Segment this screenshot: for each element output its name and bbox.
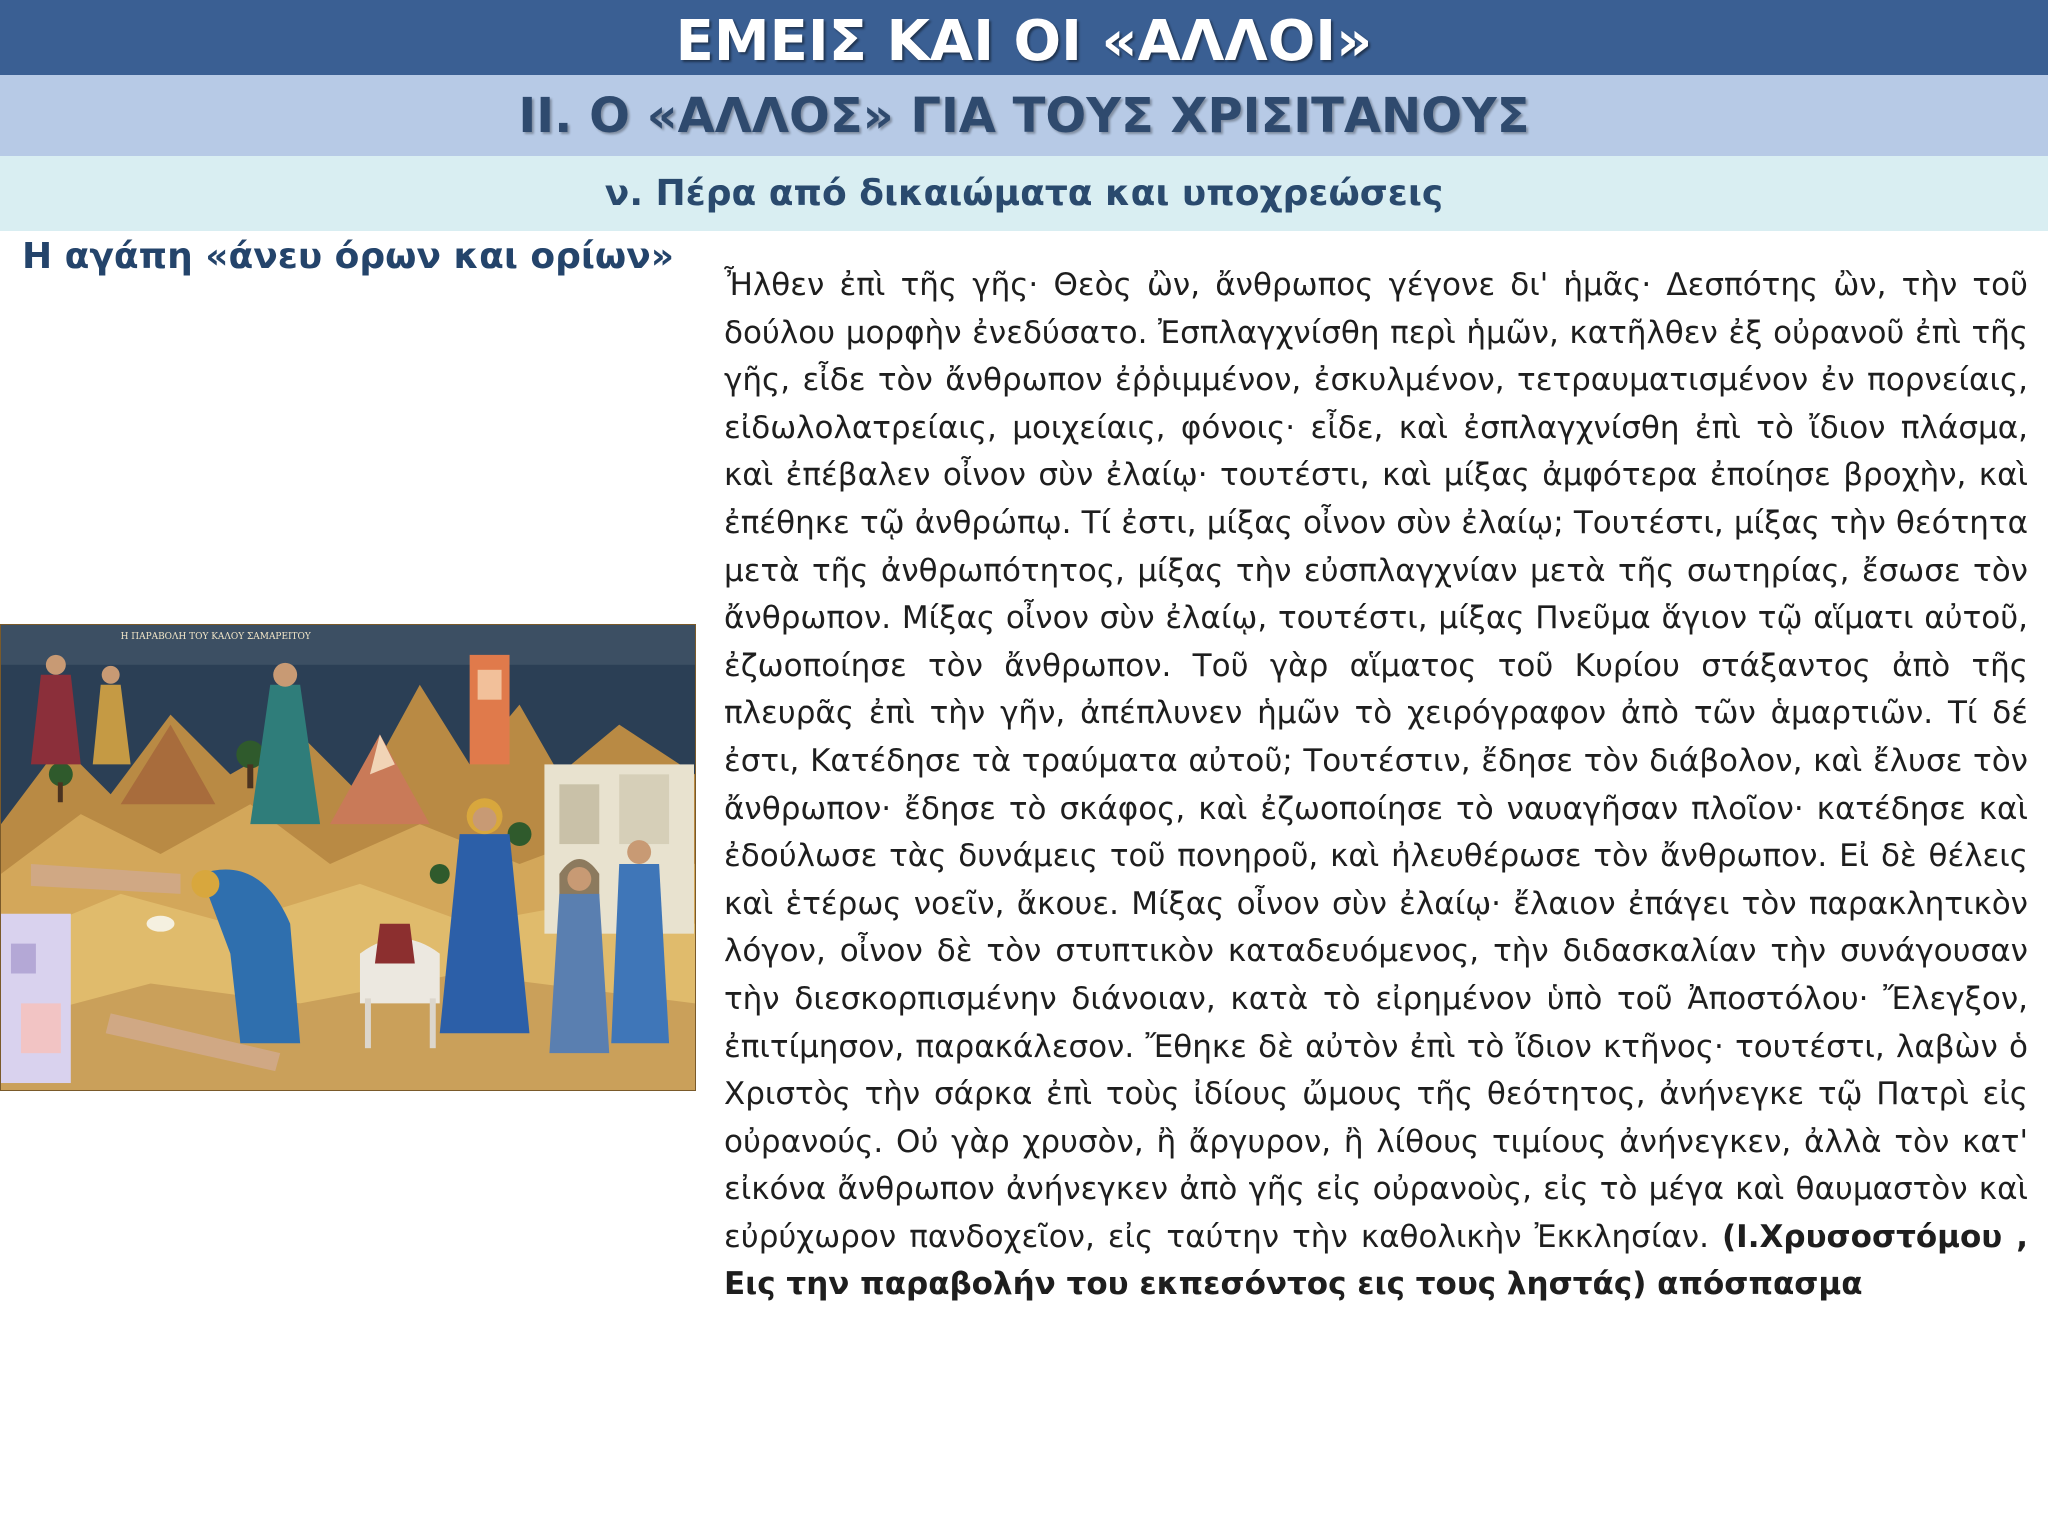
icon-painting <box>1 625 695 1090</box>
sidebar-title: Η αγάπη «άνευ όρων και ορίων» <box>22 236 674 277</box>
subtitle-bar <box>0 75 2048 156</box>
passage-text-block <box>724 262 2028 1309</box>
title-bar <box>0 0 2048 75</box>
page-title: ΕΜΕΙΣ ΚΑΙ ΟΙ «ΑΛΛΟΙ» <box>675 9 1373 74</box>
section-heading: ν. Πέρα από δικαιώματα και υποχρεώσεις <box>604 173 1444 214</box>
passage-citation: (Ι.Χρυσοστόμου , Εις την παραβολήν του εκπεσόντος εις τους ληστάς) απόσπασμα <box>724 1218 2029 1303</box>
passage-text: Ἦλθεν ἐπὶ τῆς γῆς· Θεὸς ὢν, ἄνθρωπος γέγονε δι' ἡμᾶς· Δεσπότης ὢν, τὴν τοῦ δούλου μορφὴν ἐνεδύσατο. Ἐσπλαγχνίσθη περὶ ἡμῶν, κατῆλθεν ἐξ οὐρανοῦ ἐπὶ τῆς γῆς, εἶδε τὸν ἄνθρωπον ἐῤῥιμμένον, ἐσκυλμένον, τετραυματισμένον ἐν πορνείαις, εἰδωλολατρείαις, μοιχείαις, φόνοις· εἶδε, καὶ ἐσπλαγχνίσθη ἐπὶ τὸ ἴδιον πλάσμα, καὶ ἐπέβαλεν οἶνον σὺν ἐλαίῳ· τουτέστι, καὶ μίξας ἀμφότερα ἐποίησε βροχὴν, καὶ ἐπέθηκε τῷ ἀνθρώπῳ. Τί ἐστι, μίξας οἶνον σὺν ἐλαίῳ; Τουτέστι, μίξας τὴν θεότητα μετὰ τῆς ἀνθρωπότητος, μίξας τὴν εὐσπλαγχνίαν μετὰ τῆς σωτηρίας, ἔσωσε τὸν ἄνθρωπον. Μίξας οἶνον σὺν ἐλαίῳ, τουτέστι, μίξας Πνεῦμα ἅγιον τῷ αἵματι αὐτοῦ, ἐζωοποίησε τὸν ἄνθρωπον. Τοῦ γὰρ αἵματος τοῦ Κυρίου στάξαντος ἀπὸ τῆς πλευρᾶς ἐπὶ τὴν γῆν, ἀπέπλυνεν ἡμῶν τὸ χειρόγραφον ἀπὸ τῶν ἁμαρτιῶν. Τί δέ ἐστι, Κατέδησε τὰ τραύματα αὐτοῦ; Τουτέστιν, ἔδησε τὸν διάβολον, καὶ ἔλυσε τὸν ἄνθρωπον· ἔδησε τὸ σκάφος, καὶ ἐζωοποίησε τὸ ναυαγῆσαν πλοῖον· κατέδησε καὶ ἐδούλωσε τὰς δυνάμεις τοῦ πονηροῦ, καὶ ἠλευθέρωσε τὸν ἄνθρωπον. Εἰ δὲ θέλεις καὶ ἑτέρως νοεῖν, ἄκουε. Μίξας οἶνον σὺν ἐλαίῳ· ἔλαιον ἐπάγει τὸν παρακλητικὸν λόγον, οἶνον δὲ τὸν στυπτικὸν καταδευόμενος, τὴν διδασκαλίαν τὴν συνάγουσαν τὴν διεσκορπισμένην διάνοιαν, κατὰ τὸ εἰρημένον ὑπὸ τοῦ Ἀποστόλου· Ἔλεγξον, ἐπιτίμησον, παρακάλεσον. Ἔθηκε δὲ αὐτὸν ἐπὶ τὸ ἴδιον κτῆνος· τουτέστι, λαβὼν ὁ Χριστὸς τὴν σάρκα ἐπὶ τοὺς ἰδίους ὤμους τῆς θεότητος, ἀνήνεγκε τῷ Πατρὶ εἰς οὐρανούς. Οὐ γὰρ χρυσὸν, ἢ ἄργυρον, ἢ λίθους τιμίους ἀνήνεγκεν, ἀλλὰ τὸν κατ' εἰκόνα ἄνθρωπον ἀνήνεγκεν ἀπὸ γῆς εἰς οὐρανοὺς, εἰς τὸ μέγα καὶ θαυμαστὸν καὶ εὐρύχωρον πανδοχεῖον, εἰς ταύτην τὴν καθολικὴν Ἐκκλησίαν. <box>724 267 2028 1255</box>
good-samaritan-icon-image <box>0 624 696 1091</box>
page-subtitle: ΙΙ. Ο «ΑΛΛΟΣ» ΓΙΑ ΤΟΥΣ ΧΡΙΣΙΤΑΝΟΥΣ <box>518 87 1530 144</box>
icon-caption: Η ΠΑΡΑΒΟΛΗ ΤΟΥ ΚΑΛΟΥ ΣΑΜΑΡΕΙΤΟΥ <box>120 631 311 642</box>
section-bar <box>0 156 2048 231</box>
